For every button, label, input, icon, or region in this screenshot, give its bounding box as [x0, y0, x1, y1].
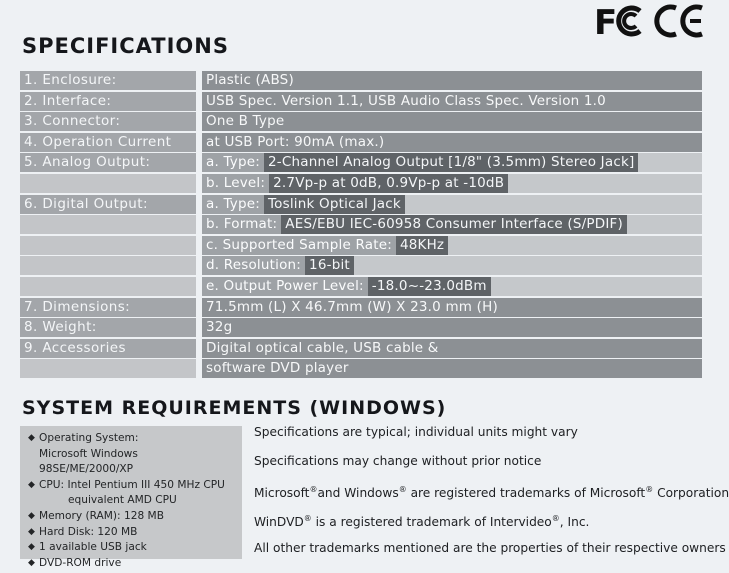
table-row [20, 298, 702, 319]
spec-value-text: software DVD player [206, 360, 349, 377]
spec-value [202, 133, 702, 152]
table-row [20, 318, 702, 339]
spec-label [20, 215, 196, 234]
spec-subkey: a. Type: [202, 153, 264, 172]
note-change: Specifications may change without prior notice [254, 454, 542, 468]
system-requirements-title: SYSTEM REQUIREMENTS (WINDOWS) [22, 397, 447, 419]
table-row [20, 71, 702, 92]
spec-value [202, 359, 702, 378]
table-row [20, 112, 702, 133]
list-item: ◆ Hard Disk: 120 MB [28, 525, 234, 541]
spec-value [202, 112, 702, 131]
spec-subkey: d. Resolution: [202, 256, 305, 275]
spec-value [202, 174, 702, 193]
spec-value [202, 256, 702, 275]
table-row [20, 359, 702, 380]
table-row [20, 339, 702, 360]
spec-subkey: c. Supported Sample Rate: [202, 236, 396, 255]
diamond-bullet-icon: ◆ [28, 479, 35, 490]
list-item: ◆ Operating System: [28, 431, 234, 447]
spec-value [202, 236, 702, 255]
spec-label [20, 277, 196, 296]
spec-label [20, 236, 196, 255]
list-item: ◆ DVD-ROM drive [28, 556, 234, 572]
list-item: ◆ CPU: Intel Pentium III 450 MHz CPU [28, 478, 234, 494]
diamond-bullet-icon: ◆ [28, 510, 35, 521]
spec-value-text: USB Spec. Version 1.1, USB Audio Class Spec. Version 1.0 [206, 92, 606, 109]
spec-label: 4. Operation Current [20, 133, 196, 152]
spec-value [202, 92, 702, 111]
diamond-bullet-icon: ◆ [28, 433, 35, 443]
system-requirements-box [20, 426, 242, 569]
spec-value [202, 339, 702, 358]
list-item: ◆ Memory (RAM): 128 MB [28, 509, 234, 525]
notes-block [254, 425, 729, 570]
spec-subkey: e. Output Power Level: [202, 277, 368, 296]
table-row [20, 153, 702, 174]
spec-subkey: b. Format: [202, 215, 281, 234]
fcc-logo-icon [594, 3, 648, 43]
table-row [20, 133, 702, 154]
spec-value-text: 32g [206, 319, 233, 336]
spec-value-text: One B Type [206, 113, 285, 130]
table-row [20, 236, 702, 257]
ce-mark-icon [654, 3, 706, 39]
spec-value-text: at USB Port: 90mA (max.) [206, 133, 385, 150]
cpu-value: equivalent AMD CPU [68, 494, 177, 507]
spec-label [20, 174, 196, 193]
diamond-bullet-icon: ◆ [28, 526, 35, 537]
spec-value [202, 318, 702, 337]
table-row [20, 256, 702, 277]
spec-value [202, 71, 702, 90]
specifications-title: SPECIFICATIONS [22, 34, 229, 58]
specifications-table [20, 71, 702, 380]
spec-subvalue: -18.0~-23.0dBm [368, 277, 491, 296]
spec-label: 2. Interface: [20, 92, 196, 111]
note-typical: Specifications are typical; individual units might vary [254, 425, 578, 439]
spec-value-text: Plastic (ABS) [206, 72, 294, 88]
spec-label [20, 359, 196, 378]
spec-value [202, 215, 702, 234]
spec-label: 9. Accessories [20, 339, 196, 358]
spec-label: 6. Digital Output: [20, 195, 196, 214]
spec-label: 7. Dimensions: [20, 298, 196, 317]
table-row [20, 174, 702, 195]
spec-value-text: Digital optical cable, USB cable & [206, 339, 439, 356]
spec-value [202, 153, 702, 172]
table-row [20, 195, 702, 216]
spec-subvalue: 48KHz [396, 236, 448, 255]
table-row [20, 277, 702, 298]
list-item: ◆ 1 available USB jack [28, 540, 234, 556]
spec-subvalue: 2-Channel Analog Output [1/8" (3.5mm) Stereo Jack] [264, 153, 638, 172]
spec-label: 8. Weight: [20, 318, 196, 337]
certification-logos [594, 3, 706, 43]
table-row [20, 215, 702, 236]
spec-subkey: a. Type: [202, 195, 264, 214]
spec-subvalue: Toslink Optical Jack [264, 195, 405, 214]
spec-label [20, 256, 196, 275]
spec-label: 1. Enclosure: [20, 71, 196, 90]
spec-label: 3. Connector: [20, 112, 196, 131]
spec-subkey: b. Level: [202, 174, 269, 193]
os-value: Microsoft Windows 98SE/ME/2000/XP [39, 447, 138, 476]
spec-subvalue: 16-bit [305, 256, 354, 275]
note-microsoft-trademark: Microsoft®and Windows® are registered trademarks of Microsoft® Corporation [254, 485, 729, 501]
spec-value [202, 195, 702, 214]
spec-value [202, 298, 702, 317]
spec-subvalue: 2.7Vp-p at 0dB, 0.9Vp-p at -10dB [269, 174, 508, 193]
table-row [20, 92, 702, 113]
spec-value-text: 71.5mm (L) X 46.7mm (W) X 23.0 mm (H) [206, 298, 498, 315]
spec-value [202, 277, 702, 296]
spec-label: 5. Analog Output: [20, 153, 196, 172]
note-other-trademarks: All other trademarks mentioned are the properties of their respective owners [254, 541, 726, 555]
note-windvd-trademark: WinDVD® is a registered trademark of Intervideo®, Inc. [254, 514, 590, 530]
spec-subvalue: AES/EBU IEC-60958 Consumer Interface (S/PDIF) [281, 215, 627, 234]
diamond-bullet-icon: ◆ [28, 557, 35, 568]
svg-text:F: F [594, 3, 618, 43]
diamond-bullet-icon: ◆ [28, 542, 35, 553]
